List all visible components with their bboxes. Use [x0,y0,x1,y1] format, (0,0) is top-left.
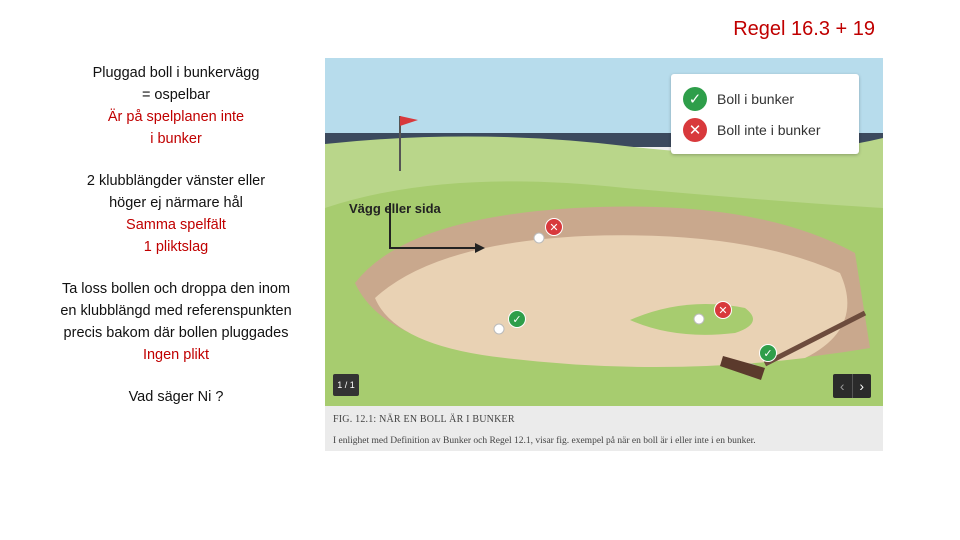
ball [534,233,544,243]
note-question: Vad säger Ni ? [128,389,224,405]
caption-title: FIG. 12.1: NÄR EN BOLL ÄR I BUNKER [333,414,515,425]
legend-not-in-bunker [683,117,821,143]
note-answer: Samma spelfält 1 pliktslag [126,217,226,255]
legend [671,74,859,154]
note-answer: Är på spelplanen inte i bunker [107,109,245,147]
check-icon: ✓ [508,310,526,328]
slide-title: Regel 16.3 + 19 [733,18,875,40]
bunker-figure [325,58,883,451]
legend-out-label: Boll inte i bunker [717,122,821,138]
wall-side-label: Vägg eller sida [349,201,441,216]
chevron-left-icon[interactable]: ‹ [833,374,853,398]
legend-in-bunker [683,86,794,112]
note-block-1 [36,62,316,150]
chevron-right-icon[interactable]: › [859,378,865,394]
note-block-4 [36,386,316,408]
note-text: Pluggad boll i bunkervägg = ospelbar [92,65,260,103]
note-answer: Ingen plikt [142,347,210,363]
slide-counter: 1 / 1 [333,374,359,396]
note-block-3 [36,278,316,366]
cross-icon: ✕ [714,301,732,319]
figure-caption [325,406,883,451]
check-icon: ✓ [683,87,707,111]
check-icon: ✓ [759,344,777,362]
ball [694,314,704,324]
ball [494,324,504,334]
caption-text: I enlighet med Definition av Bunker och Regel 12.1, visar fig. exempel på när en boll är i eller inte i en bunker. [333,436,756,446]
gallery-nav [833,374,871,398]
cross-icon: ✕ [683,118,707,142]
notes-column [36,62,316,428]
note-text: 2 klubblängder vänster eller höger ej närmare hål [86,173,266,211]
legend-in-label: Boll i bunker [717,91,795,107]
cross-icon: ✕ [545,218,563,236]
note-text: Ta loss bollen och droppa den inom en klubblängd med referenspunkten precis bakom där bollen pluggades [60,281,292,341]
note-block-2 [36,170,316,258]
